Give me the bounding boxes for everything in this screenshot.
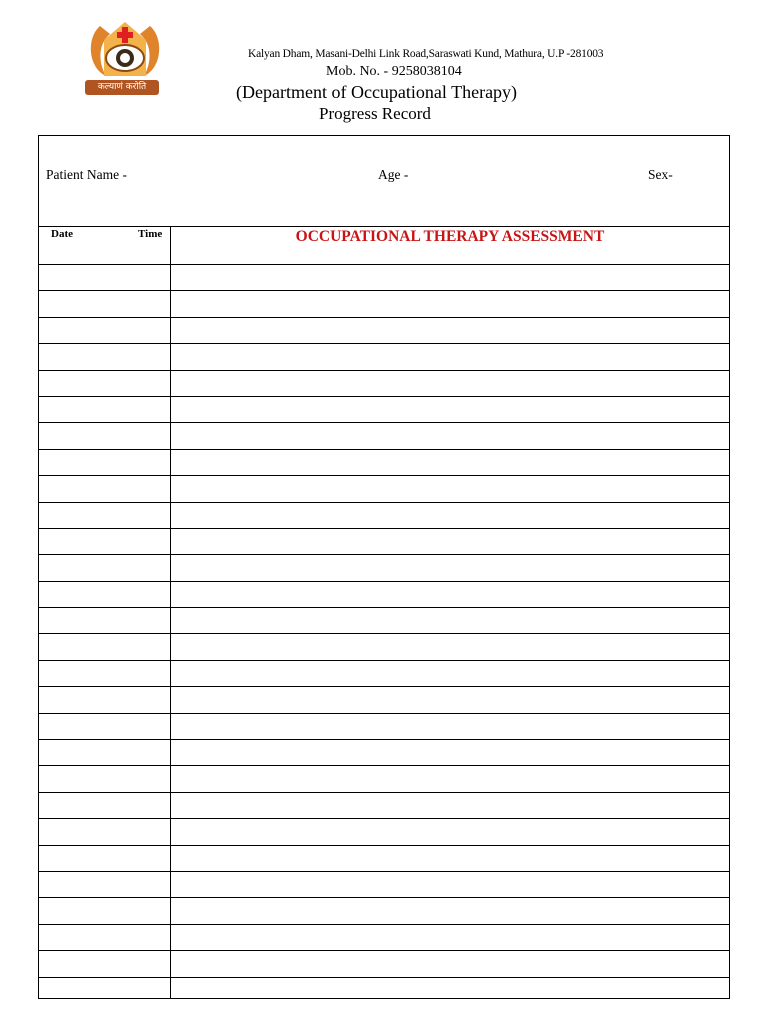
patient-name-label: Patient Name - [46,167,127,182]
table-row [39,951,729,977]
table-row [39,423,729,449]
table-row [39,397,729,423]
table-row [39,846,729,872]
hospital-address: Kalyan Dham, Masani-Delhi Link Road,Saraswati Kund, Mathura, U.P -281003 [248,48,604,60]
table-row [39,740,729,766]
table-row [39,476,729,502]
table-row [39,819,729,845]
table-row [39,634,729,660]
time-column-header: Time [138,228,163,240]
table-row [39,291,729,317]
table-row [39,582,729,608]
table-row [39,687,729,713]
table-row [39,265,729,291]
table-row [39,793,729,819]
table-row [39,872,729,898]
progress-record-form [38,135,730,999]
assessment-column-header: OCCUPATIONAL THERAPY ASSESSMENT [295,228,605,245]
table-row [39,978,729,1004]
sex-label: Sex- [648,167,673,182]
table-header-row [39,226,729,265]
table-row [39,714,729,740]
table-row [39,371,729,397]
department-name: (Department of Occupational Therapy) [236,82,518,102]
table-row [39,529,729,555]
record-rows [39,265,729,1004]
table-row [39,503,729,529]
logo-motto: कल्याणं करोति [85,80,159,95]
table-row [39,898,729,924]
table-row [39,450,729,476]
patient-info-row [39,136,729,227]
table-row [39,318,729,344]
table-row [39,661,729,687]
table-row [39,608,729,634]
table-row [39,344,729,370]
table-row [39,555,729,581]
page-title: Progress Record [319,104,431,123]
table-row [39,766,729,792]
mobile-number: Mob. No. - 9258038104 [326,64,462,79]
age-label: Age - [378,167,409,182]
date-column-header: Date [51,228,73,240]
table-row [39,925,729,951]
